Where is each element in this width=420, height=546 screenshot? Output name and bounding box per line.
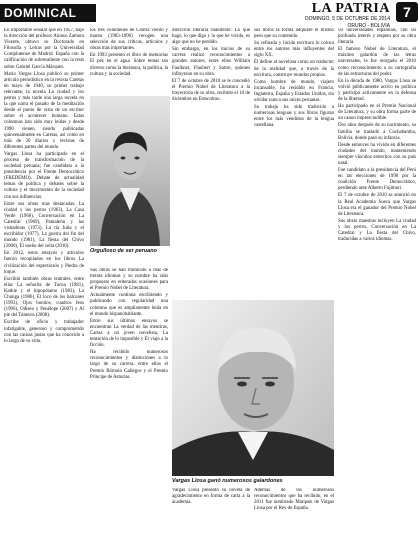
paragraph: En la década de 1980, Vargas Llosa se volvió públicamente activo en política y participó activamente en la defensa de la libertad. — [338, 78, 416, 103]
photo-caption: Vargas Llosa ganó numerosos galardones — [172, 478, 283, 484]
author-photo-older — [172, 300, 334, 476]
paragraph: El 7 de octubre de 2010 se anunció en la Real Academia Sueca que Vargas Llosa era el ganador del Premio Nobel de Literatura. — [338, 193, 416, 217]
paragraph: Vargas Llosa ha participado en el proceso de transformación de la sociedad peruana; fue candidato a la presidencia por el Frente Democrático (FREDEMO). Debate de actualidad temas de política y debates sobre la cultura y el movimiento de la sociedad con sus influencias. — [4, 151, 84, 200]
paragraph: En 1993 presentó el libro de memorias El pez en el agua. Sobre temas tan diverso como la literatura, la política, la cultura y la sociedad. — [90, 53, 168, 77]
paragraph: En importante señalar que en 1957, bajo la dirección del profesor Alonso Zamora Vicente, obtuvo su Doctorado en Filosofía y Letras por la Universidad Complutense de Madrid. España con la calificación de sobresaliente con la tesis sobre Gabriel García Márquez. — [4, 28, 84, 70]
paragraph: Escribió también obras teatrales, entre ellas La señorita de Tacna (1981), Kathie y el hipopótamo (1983), La Chunga (1986), El loco de los balcones (1993), Ojos bonitos, cuadros feos (1996), Odiseo y Penélope (2007) y Al pie del Támesis (2008). — [4, 276, 84, 319]
paragraph: los tres volúmenes de Contra viento y marea (1983-1990) recogen una selección de sus críticas, artículos y obras más importantes. — [90, 28, 168, 52]
paragraph: El 7 de octubre de 2010 se le concedió el Premio Nobel de Literatura a la trayectoria de su obra, recibido el 10 de diciembre en Estocolmo. — [172, 78, 250, 103]
paragraph: Entre sus últimos ensayos se encuentran La verdad de las mentiras, Cartas a un joven novelista, La tentación de lo imposible y El viaje a la ficción. — [90, 318, 168, 349]
paragraph: Además de los numerosos reconocimientos que ha recibido, en el 2011 fue nombrado Marqués de Vargas Llosa por el Rey de España. — [254, 488, 334, 512]
paragraph: Su trabajo ha sido traducido a numerosas lenguas y sus libros figuran entre los más vendidos de la lengua castellana. — [254, 105, 334, 129]
date-line: DOMINGO, 5 DE OCTUBRE DE 2014 — [304, 16, 390, 22]
paragraph: El famoso Nobel de Literatura, el máximo galardón de las letras universales, le fue otorgado el 2010 como reconocimiento a su cartografía de las estructuras del poder. — [338, 47, 416, 77]
paragraph: sus libros la forma adquiere el mismo peso que su contenido. — [254, 28, 334, 40]
paragraph: 50 universidades españolas, con un profundo interés y respeto por su obra literaria. — [338, 28, 416, 46]
paragraph: Sus obras se han traducido a más de treinta idiomas y su nombre ha sido propuesto en reiteradas ocasiones para el Premio Nobel de Literatura. — [90, 268, 168, 292]
paragraph: Dos años después de su nacimiento, su familia se trasladó a Cochabamba, Bolivia, donde pasó su infancia. — [338, 123, 416, 141]
article-column-1 — [4, 28, 84, 542]
paragraph: Actualmente continúa escribiendo y publicando con regularidad una columna que es ampliamente leída en el mundo hispanohablante. — [90, 293, 168, 317]
paragraph: Entre sus obras más destacadas: La ciudad y los perros (1963), La Casa Verde (1966), Conversación en La Catedral (1969), Pantaleón y las visitadoras (1973), La tía Julia y el escribidor (1977), La guerra del fin del mundo (1981), La fiesta del Chivo (2000), El sueño del celta (2010). — [4, 201, 84, 250]
page-header — [0, 0, 420, 29]
paragraph: En 2012, estos ensayos y artículos fueron recopilados en los libros La civilización del espectáculo y Piedra de toque. — [4, 251, 84, 275]
paragraph: Fue candidato a la presidencia del Perú en las elecciones de 1990 por la coalición Frente Democrático, perdiendo ante Alberto Fujimori. — [338, 168, 416, 192]
masthead — [305, 2, 390, 30]
author-photo-young — [90, 96, 170, 246]
paragraph: dirección literaria manifestó: Lo que hago, lo que digo y lo que he vivido, es algo que no he perdido. — [172, 28, 250, 46]
article-column-2-bottom — [90, 268, 168, 540]
paragraph: Sus obras maestras incluyen La ciudad y los perros, Conversación en La Catedral y La fiesta del Chivo, traducidas a varios idiomas. — [338, 218, 416, 243]
article-column-5 — [338, 28, 416, 542]
section-title: DOMINICAL — [0, 4, 96, 22]
paragraph: Escribe de ofício y trabajador infatigable, generoso y comprometido con las causas justas que ha conocido a lo largo de su vida. — [4, 320, 84, 344]
page-number: 7 — [396, 2, 418, 22]
article-column-4-bottom — [254, 488, 334, 542]
paragraph: Ha participado en el Premio Nacional de Literatura, y su obra forma parte de un canon imprescindible. — [338, 104, 416, 122]
paragraph: Como hombre de mundo, viajero incansable, ha residido en Francia, Inglaterra, España y Estados Unidos, sin olvidar nunca sus raíces peruanas. — [254, 79, 334, 104]
city-line: ORURO - BOLIVIA — [347, 23, 390, 29]
article-column-3-bottom — [172, 488, 250, 542]
paragraph: Su refinada y lúcida escritura lo coloca entre los autores más influyentes del siglo XX. — [254, 41, 334, 59]
photo-caption: Orgulloso de ser peruano — [90, 248, 157, 254]
paragraph: Ha recibido numerosos reconocimientos y distinciones a lo largo de su carrera, entre ellos el Premio Rómulo Gallegos y el Premio Príncipe de Asturias. — [90, 350, 168, 380]
paragraph: Desde entonces ha vivido en diferentes ciudades del mundo, manteniendo siempre vínculos estrechos con su país natal. — [338, 142, 416, 166]
article-column-2-top — [90, 28, 168, 92]
paragraph: Mario Vargas Llosa publicó su primer artículo periodístico en la revista Caretas en mayo de 1940, su primer trabajo relevante, la novela La ciudad y los perros y más tarde una larga novela en la que narra el pasado de la meditación desde el punto de vista de un escritor sobre el acontecer humano. Estas columnas han sido muy leídas y desde 1990 vienen siendo publicadas quincenalmente en Caretas, así como en más de 20 diarios y revistas de diferentes partes del mundo. — [4, 71, 84, 150]
paper-name: LA PATRIA — [311, 1, 390, 16]
paragraph: Sin embargo, en los inicios de su carrera realizó reconocimientos a grandes autores, entre ellos William Faulkner, Flaubert y Sartre, quienes influyeron en su obra. — [172, 47, 250, 77]
paragraph: Él define al novelista como un traductor de la realidad que, a través de la escritura, construye mundos propios. — [254, 60, 334, 78]
portrait-image — [172, 300, 334, 476]
article-column-3-top — [172, 28, 250, 296]
paragraph: Vargas Llosa presentó su novela de agradecimiento en forma de carta a la academia. — [172, 488, 250, 506]
portrait-image — [90, 96, 170, 246]
article-column-4-top — [254, 28, 334, 298]
